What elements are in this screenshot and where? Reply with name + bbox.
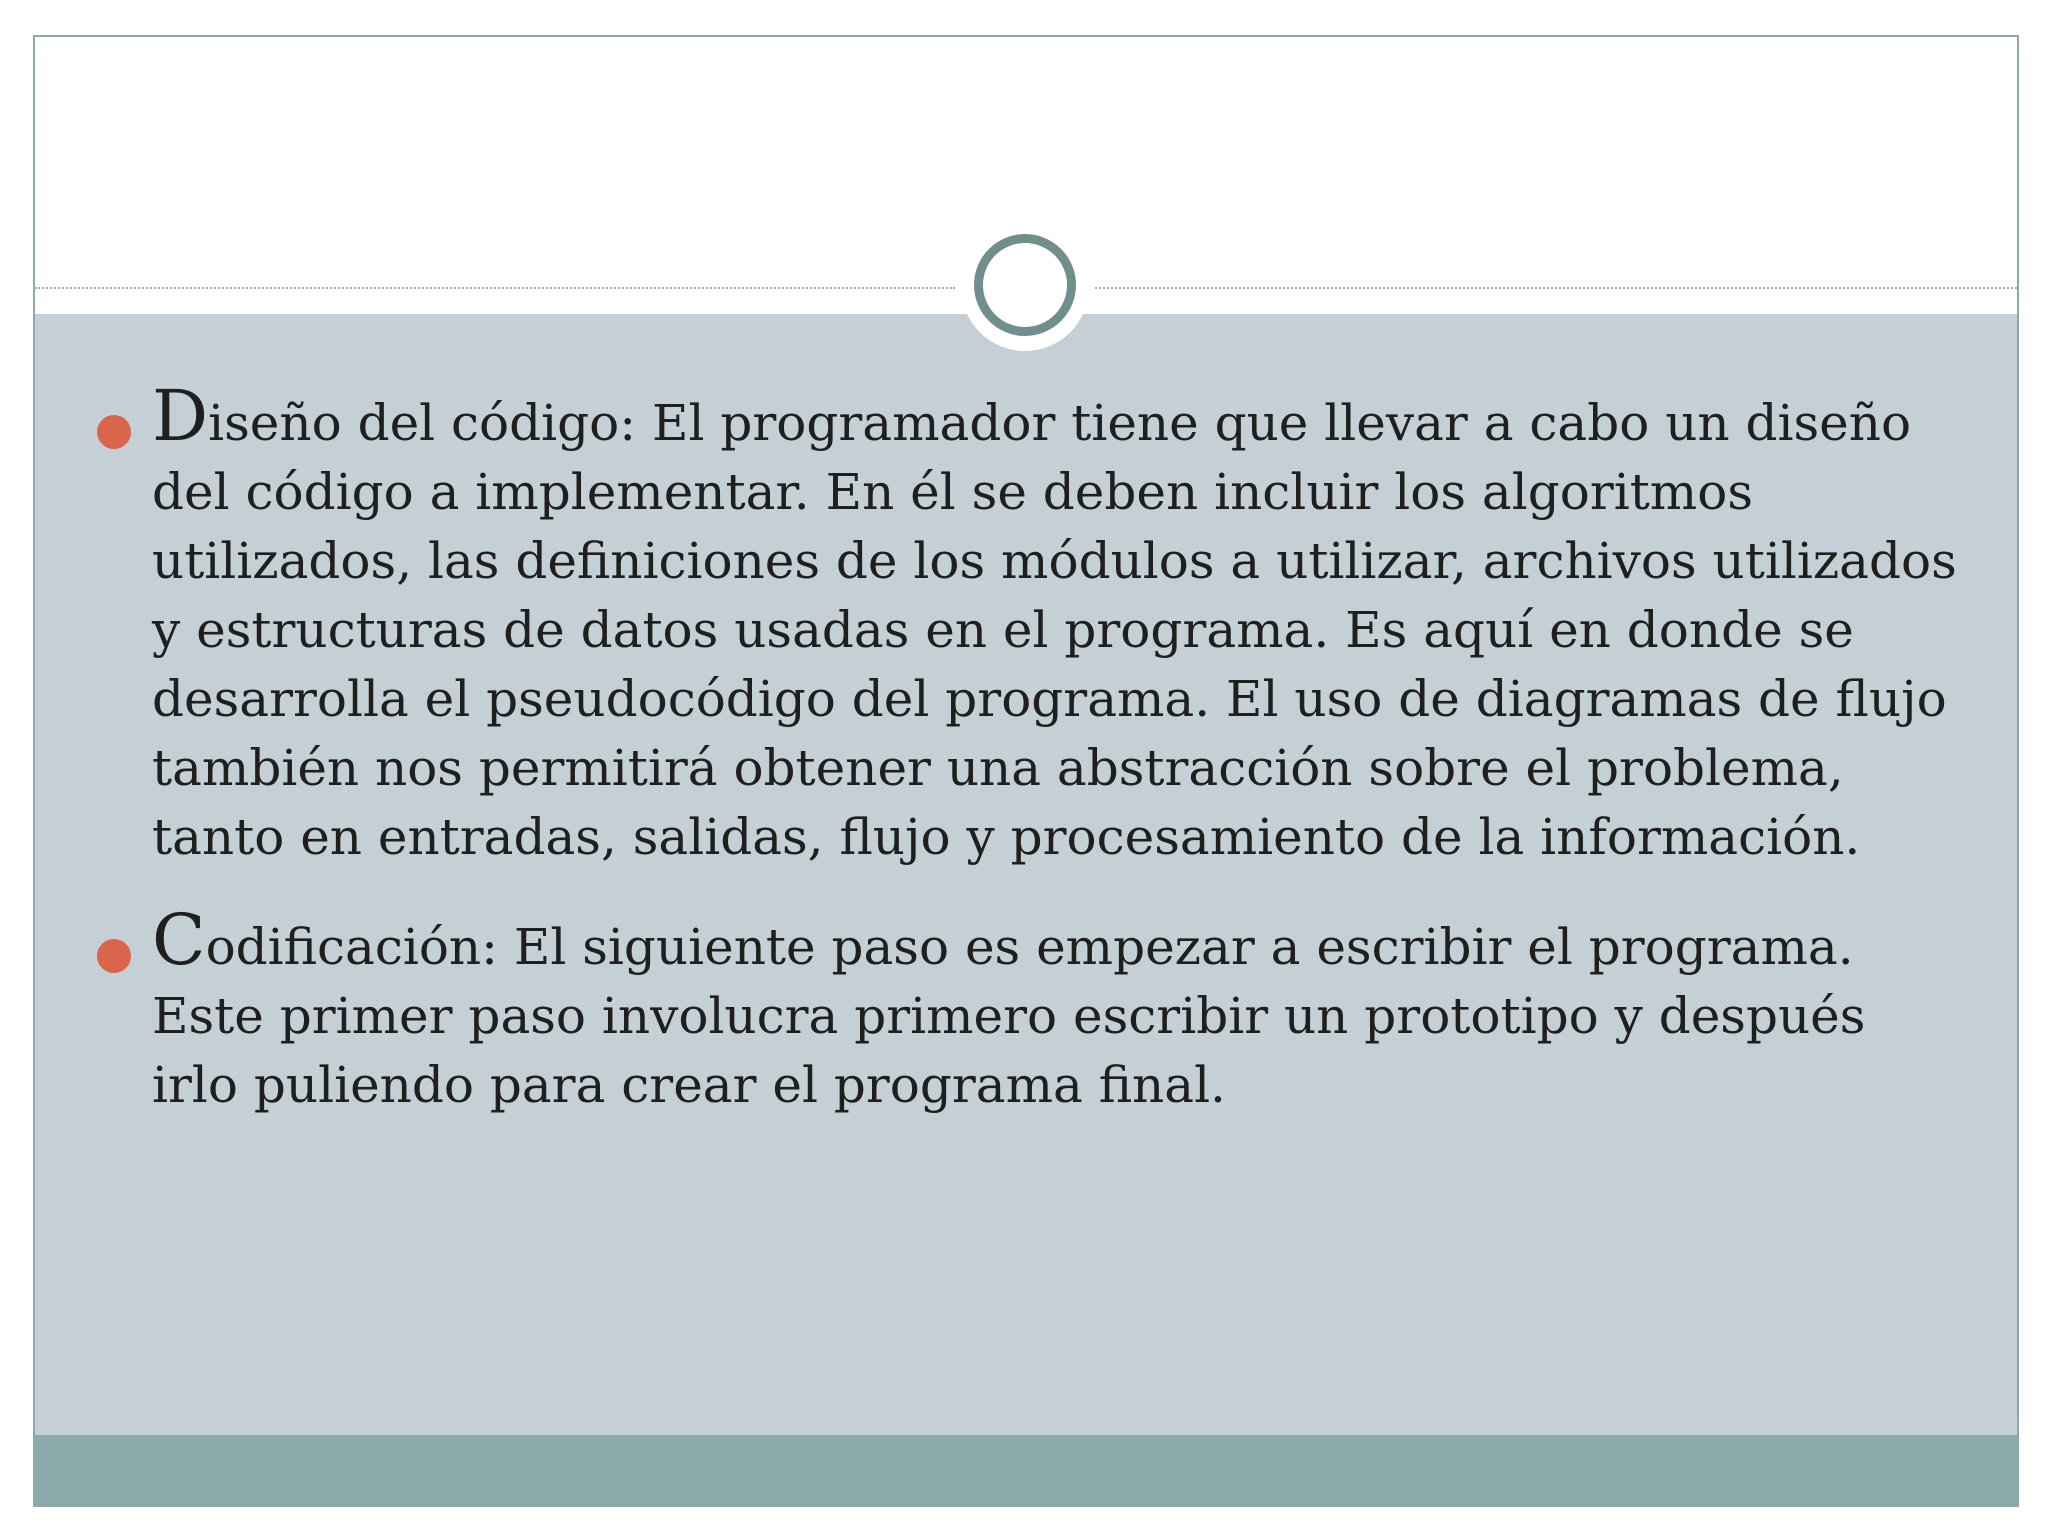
bullet-text: odificación: El siguiente paso es empezar a escribir el programa. Este primer paso involucra primero escribir un prototipo y después irlo puliendo para crear el programa final. (152, 918, 1866, 1114)
bullet-dot-icon (97, 415, 131, 449)
header-divider-left (35, 287, 955, 289)
bullet-list (35, 375, 2017, 1154)
bullet-lead-letter: C (152, 899, 206, 981)
bullet-dot-icon (97, 939, 131, 973)
header-divider-right (1095, 287, 2017, 289)
bullet-text: iseño del código: El programador tiene que llevar a cabo un diseño del código a implementar. En él se deben incluir los algoritmos utilizados, las definiciones de los módulos a utilizar, archivos utilizados y estructuras de datos usadas en el programa. Es aquí en donde se desarrolla el pseudocódigo del programa. El uso de diagramas de flujo también nos permitirá obtener una abstracción sobre el problema, tanto en entradas, salidas, flujo y procesamiento de la información. (152, 394, 1957, 866)
bullet-item-codificacion (35, 899, 2017, 1120)
slide (33, 35, 2019, 1507)
slide-footer-bar (35, 1435, 2017, 1505)
bullet-item-diseno (35, 375, 2017, 872)
ring-ornament-icon (974, 234, 1076, 336)
bullet-lead-letter: D (152, 375, 209, 457)
